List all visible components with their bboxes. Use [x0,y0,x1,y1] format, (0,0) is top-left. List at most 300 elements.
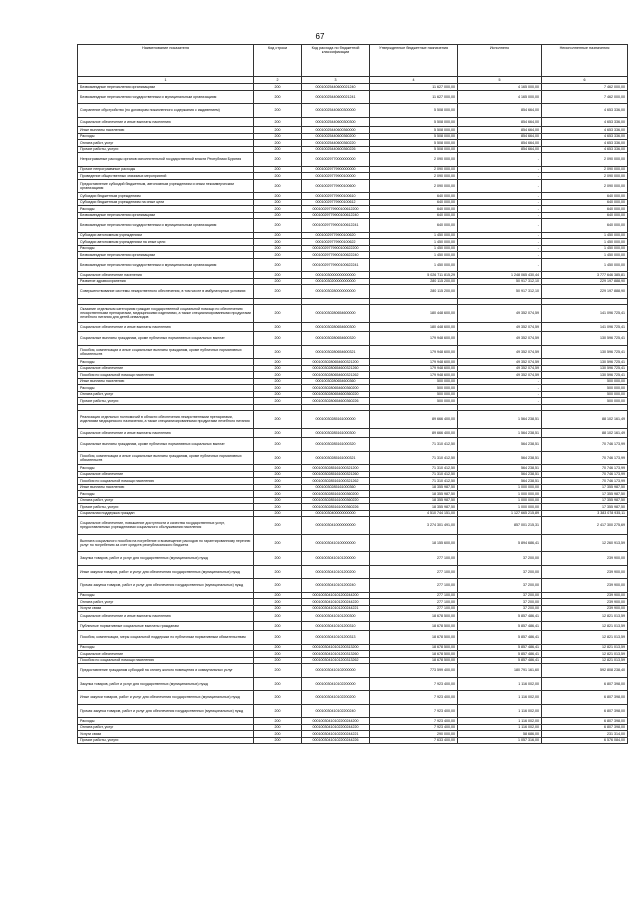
cell-line-code: 200 [254,737,302,744]
cell-executed: 49 352 074,59 [458,345,542,359]
cell-approved: 500 000,00 [370,391,458,398]
cell-budget-code: 00010030280654600321260 [302,365,370,372]
cell-executed: 1 116 002,00 [458,677,542,691]
cell-line-code: 200 [254,378,302,385]
cell-unexecuted: 12 821 013,59 [542,621,628,631]
cell-unexecuted: 239 900,00 [542,565,628,579]
cell-line-code: 200 [254,621,302,631]
cell-indicator: Оплата работ, услуг [78,497,254,504]
cell-unexecuted: 2 090 000,00 [542,179,628,193]
cell-line-code: 200 [254,305,302,323]
cell-unexecuted: 12 821 013,59 [542,612,628,622]
cell-approved: 18 678 500,00 [370,631,458,645]
cell-unexecuted: 239 900,00 [542,599,628,606]
cell-budget-code: 00010029779900100612241 [302,219,370,233]
cell-unexecuted: 141 096 725,41 [542,322,628,332]
header-indicator: Наименование показателя [78,45,254,77]
cell-unexecuted: 1 450 000,00 [542,232,628,239]
cell-unexecuted: 4 653 336,00 [542,117,628,127]
cell-budget-code: 00010029770000000000 [302,153,370,167]
cell-unexecuted: 7 462 000,00 [542,84,628,91]
table-row [78,631,628,645]
cell-approved: 7 923 400,00 [370,724,458,731]
table-row [78,104,628,118]
cell-budget-code: 00010030285161000000 [302,411,370,429]
cell-unexecuted: 239 900,00 [542,552,628,566]
cell-indicator: Социальное обеспечение и иные выплаты населению [78,428,254,438]
header-approved: Утвержденные бюджетные назначения [370,45,458,77]
cell-indicator: Реализация отдельных полномочий в области обеспечения лекарственными препаратами, изделиями медицинского назначения, а также специализированными продуктами лечебного питания [78,411,254,429]
cell-approved: 18 678 500,00 [370,651,458,658]
cell-line-code: 200 [254,484,302,491]
cell-executed: 4 165 000,00 [458,84,542,91]
cell-unexecuted: 1 450 000,00 [542,258,628,272]
cell-budget-code: 00010025440600360226 [302,146,370,153]
header-budget-code: Код расхода по бюджетной классификации [302,45,370,77]
cell-line-code: 200 [254,677,302,691]
cell-executed: 564 238,51 [458,438,542,452]
cell-approved: 5 026 711 815,29 [370,272,458,279]
cell-budget-code: 00010030410101200300 [302,612,370,622]
cell-unexecuted: 12 821 013,59 [542,644,628,651]
cell-line-code: 200 [254,133,302,140]
cell-line-code: 200 [254,651,302,658]
cell-budget-code: 00010030280000000000 [302,285,370,299]
cell-approved: 5 508 000,00 [370,140,458,147]
table-row [78,179,628,193]
cell-approved: 71 310 412,50 [370,478,458,485]
cell-unexecuted: 640 000,00 [542,199,628,206]
cell-unexecuted: 70 746 173,99 [542,471,628,478]
cell-budget-code: 00010029779900100612240 [302,212,370,219]
cell-approved: 500 000,00 [370,398,458,405]
cell-unexecuted: 6 576 084,00 [542,737,628,744]
cell-budget-code: 00010030410101200244220 [302,599,370,606]
cell-executed: 1 116 002,00 [458,691,542,705]
cell-executed: 49 352 074,59 [458,359,542,366]
cell-indicator: Оплата работ, услуг [78,391,254,398]
cell-executed: 50 917 312,10 [458,285,542,299]
cell-unexecuted: 640 000,00 [542,193,628,200]
cell-unexecuted: 17 355 987,50 [542,504,628,511]
cell-executed: 857 001 215,31 [458,517,542,535]
cell-line-code: 200 [254,212,302,219]
cell-unexecuted: 130 596 725,41 [542,332,628,346]
cell-executed: - [458,239,542,246]
cell-indicator: Развитие здравоохранения [78,278,254,285]
cell-indicator: Социальное обеспечение [78,471,254,478]
cell-approved: 2 090 000,00 [370,173,458,180]
cell-unexecuted: 592 808 238,40 [542,664,628,678]
cell-line-code: 200 [254,579,302,593]
cell-indicator: Расходы [78,206,254,213]
cell-unexecuted: 2 090 000,00 [542,166,628,173]
cell-budget-code: 00010030410000000000 [302,517,370,535]
cell-budget-code: 00010025440600360220 [302,140,370,147]
cell-budget-code: 00010030200000000000 [302,278,370,285]
table-row [78,664,628,678]
cell-unexecuted: 239 900,00 [542,579,628,593]
cell-executed: 5 857 486,41 [458,612,542,622]
cell-line-code: 200 [254,153,302,167]
cell-approved: 179 948 600,00 [370,365,458,372]
cell-line-code: 200 [254,451,302,465]
cell-line-code: 200 [254,173,302,180]
cell-unexecuted: 500 000,00 [542,378,628,385]
table-row [78,219,628,233]
cell-line-code: 200 [254,365,302,372]
cell-approved: 1 450 000,00 [370,232,458,239]
cell-line-code: 200 [254,471,302,478]
cell-unexecuted: 2 090 000,00 [542,173,628,180]
cell-approved: 277 100,00 [370,599,458,606]
cell-approved: 89 666 400,00 [370,411,458,429]
cell-executed: 1 116 002,00 [458,724,542,731]
cell-unexecuted: 130 596 725,41 [542,345,628,359]
table-row [78,345,628,359]
cell-indicator: Расходы [78,644,254,651]
cell-budget-code: 00010025440600021241 [302,90,370,104]
cell-approved: 179 948 600,00 [370,332,458,346]
cell-approved: 18 678 500,00 [370,644,458,651]
cell-line-code: 200 [254,391,302,398]
cell-executed: 564 238,51 [458,465,542,472]
cell-line-code: 200 [254,199,302,206]
cell-executed: 854 664,00 [458,117,542,127]
cell-approved: 277 100,00 [370,579,458,593]
cell-line-code: 200 [254,478,302,485]
cell-indicator: Социальное обеспечение [78,365,254,372]
cell-line-code: 200 [254,252,302,259]
cell-approved: 2 090 000,00 [370,153,458,167]
cell-executed: 1 564 238,51 [458,411,542,429]
cell-line-code: 200 [254,438,302,452]
cell-unexecuted: 70 746 173,99 [542,438,628,452]
table-row [78,428,628,438]
cell-indicator: Выплата социального пособия на погребение и возмещение расходов по гарантированному перечню услуг по погребению за счет средств республиканского бюджета [78,534,254,552]
cell-unexecuted: 17 355 987,50 [542,497,628,504]
header-executed: Исполнено [458,45,542,77]
table-row [78,332,628,346]
cell-line-code: 200 [254,552,302,566]
cell-executed: 5 857 486,41 [458,621,542,631]
cell-budget-code: 00010030000000000000 [302,272,370,279]
cell-indicator: Безвозмездные перечисления государственным и муниципальным организациям [78,219,254,233]
cell-indicator: Пособия, компенсации и иные социальные выплаты гражданам, кроме публичных нормативных обязательств [78,451,254,465]
cell-budget-code: 00010030410101200200 [302,565,370,579]
cell-line-code: 200 [254,193,302,200]
table-row [78,552,628,566]
cell-line-code: 200 [254,285,302,299]
cell-indicator: Пособия по социальной помощи населению [78,657,254,664]
cell-indicator: Совершенствование системы лекарственного обеспечения, в том числе в амбулаторных условиях [78,285,254,299]
cell-indicator: Безвозмездные перечисления государственным и муниципальным организациям [78,258,254,272]
cell-unexecuted: 239 900,00 [542,605,628,612]
cell-indicator: Безвозмездные перечисления организациям [78,212,254,219]
cell-unexecuted: 239 900,00 [542,592,628,599]
cell-executed: 854 664,00 [458,146,542,153]
cell-indicator: Услуги связи [78,731,254,738]
cell-unexecuted: 229 197 888,90 [542,278,628,285]
cell-indicator: Иные выплаты населению [78,127,254,134]
cell-budget-code: 00010030410101200313262 [302,657,370,664]
cell-line-code: 200 [254,140,302,147]
cell-indicator: Закупка товаров, работ и услуг для государственных (муниципальных) нужд [78,677,254,691]
cell-indicator: Субсидии автономным учреждениям [78,232,254,239]
table-row [78,411,628,429]
cell-indicator: Услуги связи [78,605,254,612]
cell-budget-code: 00010030410102200244220 [302,724,370,731]
cell-approved: 1 450 000,00 [370,245,458,252]
cell-budget-code: 00010030285161000321200 [302,465,370,472]
cell-indicator: Социальные выплаты гражданам, кроме публичных нормативных социальных выплат [78,332,254,346]
cell-approved: 280 115 200,00 [370,278,458,285]
cell-executed: - [458,219,542,233]
cell-approved: 4 510 744 151,00 [370,510,458,517]
table-row [78,677,628,691]
cell-executed: 854 664,00 [458,133,542,140]
cell-line-code: 200 [254,166,302,173]
cell-indicator: Безвозмездные перечисления организациям [78,252,254,259]
cell-line-code: 200 [254,359,302,366]
cell-line-code: 200 [254,497,302,504]
cell-line-code: 200 [254,272,302,279]
cell-budget-code: 00010025440600021240 [302,84,370,91]
cell-executed: 180 791 161,60 [458,664,542,678]
cell-line-code: 200 [254,465,302,472]
cell-indicator: Предоставление субсидий бюджетным, автономным учреждениям и иным некоммерческим организациям [78,179,254,193]
cell-unexecuted: 4 653 336,00 [542,146,628,153]
cell-unexecuted: 17 355 987,50 [542,484,628,491]
cell-approved: 71 310 412,50 [370,438,458,452]
cell-budget-code: 00010029779900100612200 [302,206,370,213]
cell-unexecuted: 12 260 913,59 [542,534,628,552]
cell-budget-code: 00010030280654600360226 [302,398,370,405]
cell-executed: - [458,378,542,385]
cell-budget-code: 00010030410101200244200 [302,592,370,599]
cell-unexecuted: 6 807 398,00 [542,704,628,718]
cell-unexecuted: 70 746 173,99 [542,451,628,465]
cell-unexecuted: 6 807 398,00 [542,691,628,705]
cell-indicator: Социальные выплаты гражданам, кроме публичных нормативных социальных выплат [78,438,254,452]
cell-budget-code: 00010030410102200244226 [302,737,370,744]
cell-line-code: 200 [254,612,302,622]
budget-execution-table [77,44,628,744]
cell-approved: 71 310 412,50 [370,471,458,478]
cell-executed: - [458,179,542,193]
cell-line-code: 200 [254,411,302,429]
cell-approved: 1 450 000,00 [370,239,458,246]
cell-executed: 50 917 312,10 [458,278,542,285]
cell-approved: 640 000,00 [370,219,458,233]
cell-indicator: Иные закупки товаров, работ и услуг для обеспечения государственных (муниципальных) нужд [78,565,254,579]
cell-unexecuted: 6 807 398,00 [542,724,628,731]
cell-executed: 49 352 074,59 [458,332,542,346]
cell-executed: 5 894 686,41 [458,534,542,552]
cell-indicator: Пособия по социальной помощи населению [78,478,254,485]
cell-line-code: 200 [254,258,302,272]
cell-budget-code: 00010030410101200313260 [302,651,370,658]
cell-budget-code: 00010030410101200313 [302,631,370,645]
cell-budget-code: 00010029779900100622 [302,239,370,246]
cell-indicator: Сохранение обустройство (по договорам пожизненного содержания с иждивением) [78,104,254,118]
cell-unexecuted: 1 450 000,00 [542,252,628,259]
cell-approved: 280 115 200,00 [370,285,458,299]
cell-approved: 7 633 400,00 [370,737,458,744]
cell-line-code: 200 [254,127,302,134]
cell-budget-code: 00010030285161000360 [302,484,370,491]
cell-line-code: 200 [254,517,302,535]
table-row [78,534,628,552]
cell-executed: 37 200,00 [458,592,542,599]
cell-indicator: Субсидии бюджетным учреждениям на иные цели [78,199,254,206]
cell-budget-code: 00010030280654600360 [302,378,370,385]
cell-unexecuted: 70 746 173,99 [542,465,628,472]
cell-line-code: 200 [254,491,302,498]
cell-line-code: 200 [254,565,302,579]
table-row [78,737,628,744]
cell-indicator: Иные закупки товаров, работ и услуг для обеспечения государственных (муниципальных) нужд [78,691,254,705]
table-row [78,451,628,465]
cell-indicator: Расходы [78,718,254,725]
cell-line-code: 200 [254,664,302,678]
cell-budget-code: 00010030410102200244221 [302,731,370,738]
cell-indicator: Непрограммные расходы органов исполнительной государственной власти Республики Бурятия [78,153,254,167]
cell-line-code: 200 [254,592,302,599]
cell-line-code: 200 [254,372,302,379]
cell-budget-code: 00010030285161000320 [302,438,370,452]
cell-executed: 1 000 000,00 [458,497,542,504]
table-row [78,322,628,332]
header-unexecuted: Неисполненные назначения [542,45,628,77]
cell-executed: 854 664,00 [458,127,542,134]
cell-line-code: 200 [254,428,302,438]
cell-line-code: 200 [254,179,302,193]
cell-line-code: 200 [254,239,302,246]
table-row [78,612,628,622]
cell-approved: 18 678 500,00 [370,612,458,622]
cell-indicator: Прочие работы, услуги [78,398,254,405]
cell-unexecuted: 6 807 398,00 [542,718,628,725]
cell-approved: 290 000,00 [370,731,458,738]
cell-approved: 1 450 000,00 [370,252,458,259]
column-number: 5 [458,77,542,84]
cell-executed: 37 200,00 [458,579,542,593]
cell-approved: 180 448 600,00 [370,322,458,332]
cell-indicator: Социальное обеспечение [78,651,254,658]
cell-executed: 5 857 486,41 [458,631,542,645]
cell-executed: - [458,153,542,167]
cell-budget-code: 00010030280654600300 [302,322,370,332]
cell-budget-code: 00010030410101200240 [302,579,370,593]
table-row [78,565,628,579]
cell-executed: 564 238,51 [458,471,542,478]
cell-unexecuted: 3 777 646 385,81 [542,272,628,279]
cell-budget-code: 00010030410102200200 [302,691,370,705]
cell-budget-code: 00010030410101200313200 [302,644,370,651]
cell-budget-code: 00010030410102000000 [302,664,370,678]
cell-approved: 18 678 500,00 [370,621,458,631]
cell-unexecuted: 1 450 000,00 [542,245,628,252]
table-row [78,285,628,299]
cell-executed: 5 857 486,41 [458,657,542,664]
cell-executed: 49 352 074,59 [458,372,542,379]
cell-unexecuted: 500 000,00 [542,391,628,398]
cell-approved: 3 274 301 491,00 [370,517,458,535]
cell-budget-code: 00010030280654600000 [302,305,370,323]
cell-budget-code: 00010029779900100600 [302,179,370,193]
cell-approved: 179 948 600,00 [370,372,458,379]
cell-unexecuted: 130 596 725,41 [542,365,628,372]
cell-line-code: 200 [254,731,302,738]
cell-indicator: Пособия, компенсации и иные социальные выплаты гражданам, кроме публичных нормативных обязательств [78,345,254,359]
cell-executed: - [458,398,542,405]
cell-indicator: Проведение общественных значимых мероприятий [78,173,254,180]
cell-executed: - [458,193,542,200]
cell-indicator: Публичные нормативные социальные выплаты гражданам [78,621,254,631]
cell-approved: 2 090 000,00 [370,166,458,173]
table-row [78,305,628,323]
cell-indicator: Субсидии бюджетным учреждениям [78,193,254,200]
cell-approved: 18 155 600,00 [370,534,458,552]
cell-line-code: 200 [254,206,302,213]
cell-executed: 58 686,00 [458,731,542,738]
cell-budget-code: 00010029779900100622200 [302,245,370,252]
cell-budget-code: 00010029779900100612 [302,199,370,206]
cell-unexecuted: 7 462 000,00 [542,90,628,104]
cell-unexecuted: 6 807 398,00 [542,677,628,691]
cell-line-code: 200 [254,718,302,725]
cell-indicator: Прочие работы, услуги [78,737,254,744]
cell-line-code: 200 [254,146,302,153]
page-number: 67 [315,32,325,41]
cell-indicator: Иные выплаты населению [78,484,254,491]
cell-unexecuted: 4 653 336,00 [542,140,628,147]
cell-indicator: Расходы [78,245,254,252]
cell-executed: 1 116 002,00 [458,704,542,718]
cell-budget-code: 00010029779900000000 [302,166,370,173]
cell-line-code: 200 [254,90,302,104]
cell-approved: 7 923 400,00 [370,677,458,691]
cell-approved: 179 948 600,00 [370,359,458,366]
cell-approved: 89 666 400,00 [370,428,458,438]
cell-budget-code: 00010030410101200310 [302,621,370,631]
cell-unexecuted: 3 383 078 935,11 [542,510,628,517]
cell-approved: 277 100,00 [370,565,458,579]
cell-line-code: 200 [254,219,302,233]
cell-unexecuted: 2 417 300 275,69 [542,517,628,535]
cell-executed: - [458,258,542,272]
cell-executed: 37 200,00 [458,605,542,612]
cell-approved: 18 678 500,00 [370,657,458,664]
cell-budget-code: 00010025440600360200 [302,133,370,140]
cell-approved: 5 508 000,00 [370,146,458,153]
cell-indicator: Социальное обеспечение населения [78,272,254,279]
cell-indicator: Расходы [78,133,254,140]
table-row [78,579,628,593]
cell-indicator: Социальное обеспечение, повышение доступности и качества государственных услуг, предоставляемых учреждениями социального обслуживания населения [78,517,254,535]
cell-line-code: 200 [254,504,302,511]
cell-unexecuted: 500 000,00 [542,385,628,392]
cell-executed: 5 857 486,41 [458,644,542,651]
cell-budget-code: 00010030280654600360200 [302,385,370,392]
cell-executed: 1 000 000,00 [458,484,542,491]
cell-line-code: 200 [254,278,302,285]
cell-approved: 11 627 000,00 [370,90,458,104]
cell-indicator: Социальная поддержка граждан [78,510,254,517]
cell-approved: 7 923 400,00 [370,718,458,725]
cell-approved: 18 355 987,50 [370,497,458,504]
